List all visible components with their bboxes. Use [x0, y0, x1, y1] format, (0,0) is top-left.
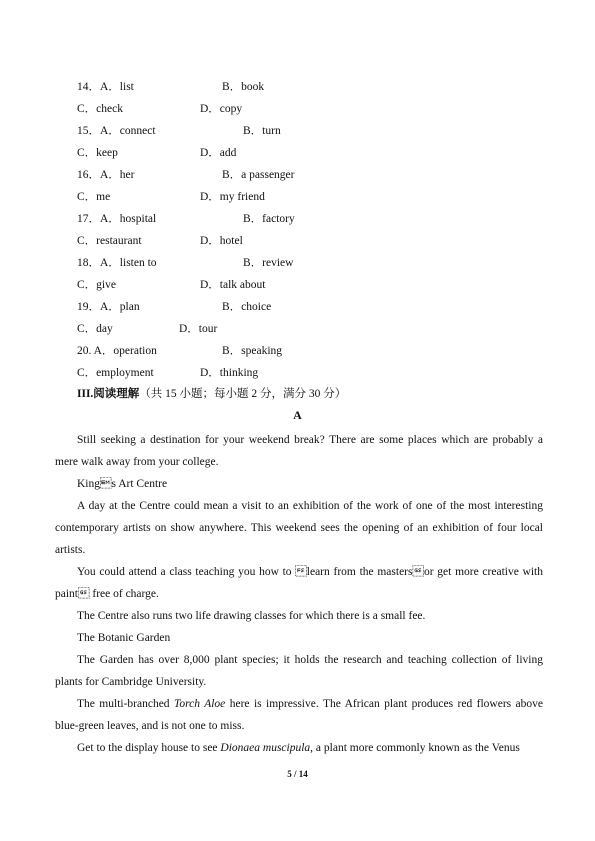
section-note: （共 15 小题；每小题 2 分，满分 30 分）	[139, 388, 347, 400]
text-run: here is impressive. The African plant produces red flowers above blue-green leaves, and is not one to miss.	[55, 698, 544, 732]
passage-paragraph: You could attend a class teaching you how to learn from the masters or get more creative with paint free of charge.	[55, 566, 543, 600]
passage-paragraph: The Garden has over 8,000 plant species; it holds the research and teaching collection of living plants for Cambridge University.	[55, 654, 543, 688]
option-left: 14．A．list	[77, 81, 134, 93]
option-right: B．choice	[222, 301, 272, 313]
option-left: C．me	[77, 191, 111, 203]
passage-letter: A	[293, 408, 302, 422]
option-left: 15．A．connect	[77, 125, 156, 137]
option-row	[0, 145, 595, 161]
option-row	[0, 299, 595, 315]
option-right: B．speaking	[222, 345, 283, 357]
option-row	[0, 79, 595, 95]
option-left: 20. A．operation	[77, 345, 157, 357]
passage-paragraph: Still seeking a destination for your weekend break? There are some places which are probably a mere walk away from your college.	[55, 434, 543, 468]
option-row	[0, 343, 595, 359]
option-row	[0, 101, 595, 117]
option-row	[0, 233, 595, 249]
option-right: D．hotel	[200, 235, 243, 247]
text-run: , a plant more commonly known as the Venus	[310, 742, 520, 754]
text-run: The multi-branched	[77, 698, 174, 710]
page-number: 5 / 14	[287, 769, 308, 779]
option-right: D．tour	[179, 323, 218, 335]
option-row	[0, 123, 595, 139]
passage-heading: The Botanic Garden	[77, 632, 171, 644]
option-left: C．keep	[77, 147, 118, 159]
option-right: D．talk about	[200, 279, 266, 291]
option-row	[0, 365, 595, 381]
option-row	[0, 167, 595, 183]
option-left: C．give	[77, 279, 116, 291]
option-row	[0, 211, 595, 227]
reading-passage	[55, 429, 543, 759]
option-right: D．add	[200, 147, 237, 159]
option-left: 16．A．her	[77, 169, 135, 181]
option-left: C．day	[77, 323, 113, 335]
passage-paragraph	[55, 737, 543, 759]
passage-paragraph: A day at the Centre could mean a visit to an exhibition of the work of one of the most interesting contemporary artists on show anywhere. This weekend sees the opening of an exhibition of four local artists.	[55, 500, 543, 556]
option-row	[0, 255, 595, 271]
passage-heading: Kings Art Centre	[77, 478, 168, 490]
option-right: B．turn	[243, 125, 281, 137]
option-left: 19．A．plan	[77, 301, 140, 313]
option-right: D．copy	[200, 103, 243, 115]
plant-name: Torch Aloe	[174, 698, 226, 710]
option-right: B．a passenger	[222, 169, 295, 181]
option-row	[0, 189, 595, 205]
option-left: 17．A．hospital	[77, 213, 157, 225]
passage-paragraph: The Centre also runs two life drawing classes for which there is a small fee.	[77, 610, 426, 622]
option-row	[0, 277, 595, 293]
passage-paragraph	[55, 693, 543, 737]
option-left: C．employment	[77, 367, 154, 379]
option-left: C．check	[77, 103, 123, 115]
plant-name: Dionaea muscipula	[220, 742, 311, 754]
option-row	[0, 321, 595, 337]
option-left: C．restaurant	[77, 235, 142, 247]
section-heading	[77, 386, 346, 402]
option-right: D．thinking	[200, 367, 259, 379]
option-right: B．review	[243, 257, 294, 269]
text-run: Get to the display house to see	[77, 742, 221, 754]
section-label: III.阅读理解	[77, 388, 140, 400]
option-right: D．my friend	[200, 191, 265, 203]
option-right: B．book	[222, 81, 265, 93]
option-left: 18．A．listen to	[77, 257, 157, 269]
option-right: B．factory	[243, 213, 295, 225]
